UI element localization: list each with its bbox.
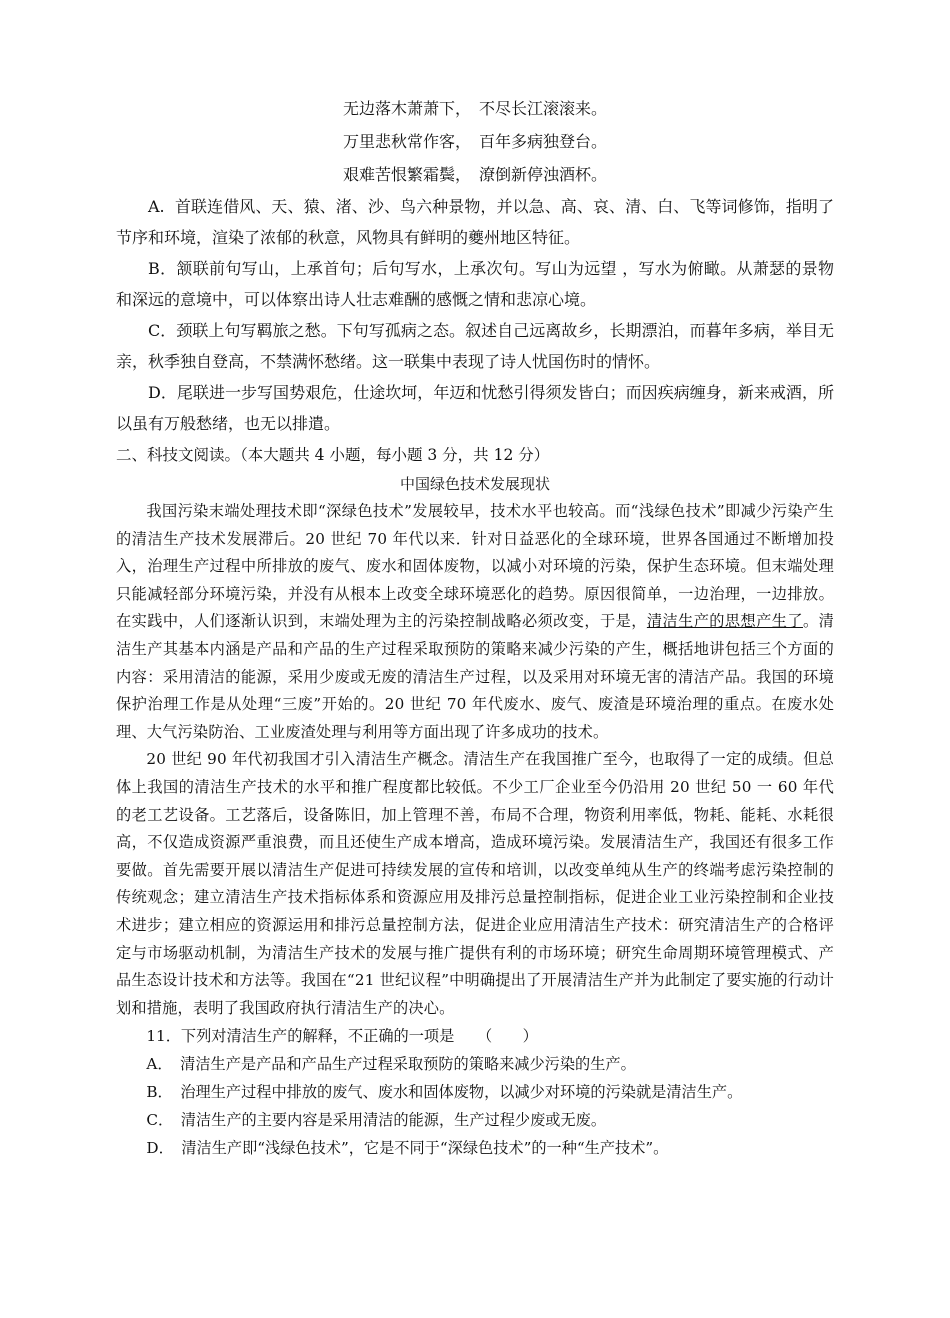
option-label: C． bbox=[148, 321, 177, 340]
poem-line: 艰难苦恨繁霜鬓， 潦倒新停浊酒杯。 bbox=[342, 165, 607, 184]
article-title: 中国绿色技术发展现状 bbox=[399, 475, 550, 493]
paragraph-text: 。清洁生产其基本内涵是产品和产品的生产过程采取预防的策略来减少污染的产生，概括地讲包括三个方面的内容：采用清洁的能源，采用少废或无废的清洁生产过程，以及采用对环境无害的清洁产品。我国的环境保护治理工作是从处理“三废”开始的。20 世纪 70 年代废水、废气、废渣是环境治理的重点。在废水处理、大气污染防治、工业废渣处理与利用等方面出现了许多成功的技术。 bbox=[116, 612, 835, 741]
article-paragraph-2: 20 世纪 90 年代初我国才引入清洁生产概念。清洁生产在我国推广至今，也取得了一定的成绩。但总体上我国的清洁生产技术的水平和推广程度都比较低。不少工厂企业至今仍沿用 20 世纪 50 一 60 年代的老工艺设备。工艺落后，设备陈旧，加上管理不善，布局不合理，物资利用率低，物耗、能耗、水耗很高，不仅造成资源严重浪费，而且还使生产成本增高，造成环境污染。发展清洁生产，我国还有很多工作要做。首先需要开展以清洁生产促进可持续发展的宣传和培训，以改变单纯从生产的终端考虑污染控制的传统观念；建立清洁生产技术指标体系和资源应用及排污总量控制指标，促进企业工业污染控制和企业技术进步；建立相应的资源运用和排污总量控制方法，促进企业应用清洁生产技术：研究清洁生产的合格评定与市场驱动机制，为清洁生产技术的发展与推广提供有利的市场环境；研究生命周期环境管理模式、产品生态设计技术和方法等。我国在“21 世纪议程”中明确提出了开展清洁生产并为此制定了要实施的行动计划和措施，表明了我国政府执行清洁生产的决心。 bbox=[116, 750, 834, 1017]
option-text: 颔联前句写山，上承首句；后句写水，上承次句。写山为远望 ，写水为俯瞰。从萧瑟的景物和深远的意境中，可以体察出诗人壮志难酬的感慨之情和悲凉心境。 bbox=[116, 259, 834, 309]
option-text: 首联连借风、天、猿、渚、沙、鸟六种景物，并以急、高、哀、清、白、飞等词修饰，指明了节序和环境，渲染了浓郁的秋意，风物具有鲜明的夔州地区特征。 bbox=[116, 197, 834, 247]
section-heading: 二、科技文阅读。（本大题共 4 小题，每小题 3 分，共 12 分） bbox=[116, 446, 550, 464]
article-paragraph-1 bbox=[116, 498, 834, 746]
option-text: 尾联进一步写国势艰危，仕途坎坷，年迈和忧愁引得须发皆白；而因疾病缠身，新来戒酒，所以虽有万般愁绪，也无以排遣。 bbox=[116, 383, 834, 433]
exam-page bbox=[116, 92, 834, 1162]
option-text: 颈联上句写羁旅之愁。下句写孤病之态。叙述自己远离故乡，长期漂泊，而暮年多病，举目无亲，秋季独自登高，不禁满怀愁绪。这一联集中表现了诗人忧国伤时的情怀。 bbox=[116, 321, 834, 371]
underlined-phrase: 清洁生产的思想产生了 bbox=[646, 612, 803, 631]
poem-line: 万里悲秋常作客， 百年多病独登台。 bbox=[342, 132, 607, 151]
question-stem: 11．下列对清洁生产的解释，不正确的一项是 （ ） bbox=[146, 1027, 538, 1046]
option-label: B． bbox=[148, 259, 177, 278]
poem bbox=[116, 92, 834, 191]
option-label: A. bbox=[148, 197, 165, 216]
choice-a: A． 清洁生产是产品和产品生产过程采取预防的策略来减少污染的生产。 bbox=[146, 1055, 636, 1074]
option-label: D． bbox=[148, 383, 177, 402]
choice-b: B． 治理生产过程中排放的废气、废水和固体废物，以减少对环境的污染就是清洁生产。 bbox=[146, 1083, 743, 1102]
poem-option-a bbox=[116, 191, 834, 253]
paragraph-text: 我国污染末端处理技术即“深绿色技术”发展较早，技术水平也较高。而“浅绿色技术”即减少污染产生的清洁生产技术发展滞后。20 世纪 70 年代以来．针对日益恶化的全球环境，世界各国通过不断增加投入，治理生产过程中所排放的废气、废水和固体废物，以减小对环境的污染，保护生态环境。但末端处理只能减轻部分环境污染，并没有从根本上改变全球环境恶化的趋势。原因很简单，一边治理，一边排放。在实践中，人们逐渐认识到，末端处理为主的污染控制战略必须改变，于是， bbox=[116, 502, 834, 631]
poem-option-c bbox=[116, 315, 834, 377]
poem-option-d bbox=[116, 377, 834, 439]
poem-line: 无边落木萧萧下， 不尽长江滚滚来。 bbox=[342, 99, 607, 118]
choice-c: C． 清洁生产的主要内容是采用清洁的能源，生产过程少废或无废。 bbox=[146, 1111, 607, 1130]
choice-d: D． 清洁生产即“浅绿色技术”，它是不同于“深绿色技术”的一种“生产技术”。 bbox=[146, 1139, 669, 1158]
poem-option-b bbox=[116, 253, 834, 315]
